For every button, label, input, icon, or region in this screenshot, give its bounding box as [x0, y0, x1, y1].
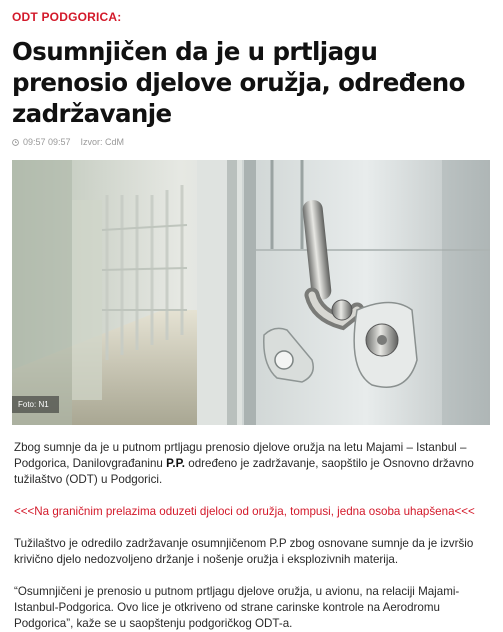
article-kicker[interactable]: ODT PODGORICA:	[12, 10, 122, 24]
clock-icon	[12, 139, 19, 146]
paragraph: “Osumnjičeni je prenosio u putnom prtljagu djelove oružja, u avionu, na relaciji Majami-Istanbul-Podgorica. Ovo lice je otkriveno od strane carinske kontrole na Aerodromu Podgorica”, kaže se u saopštenju podgoričkog ODT-a.	[14, 585, 460, 630]
hero-photo	[12, 160, 490, 425]
article-source: Izvor: CdM	[80, 137, 125, 147]
article-meta	[12, 136, 491, 148]
photo-caption: Foto: N1	[12, 396, 59, 413]
paragraph-text: Zbog sumnje da je u putnom prtljagu prenosio djelove oružja na letu Majami – Istanbul – Podgorica, Danilovgrađaninu	[14, 441, 467, 470]
publish-time: 09:57 09:57	[23, 137, 71, 147]
article-title: Osumnjičen da je u prtljagu prenosio djelove oružja, određeno zadržavanje	[12, 37, 465, 128]
suspect-initials: P.P.	[166, 457, 186, 470]
paragraph	[14, 440, 489, 488]
paragraph-text: određeno je zadržavanje, saopštilo je Osnovno državno tužilaštvo (ODT) u Podgorici.	[14, 457, 474, 486]
article-body	[12, 425, 491, 632]
prison-door-illustration	[12, 160, 490, 425]
paragraph: Tužilaštvo je odredilo zadržavanje osumnjičenom P.P zbog osnovane sumnje da je izvršio krivično djelo nedozvoljeno držanje i nošenje oružja i eksplozivnih materija.	[14, 537, 474, 566]
related-article-link[interactable]: <<<Na graničnim prelazima oduzeti djeloci od oružja, tompusi, jedna osoba uhapšena<<<	[14, 505, 475, 518]
